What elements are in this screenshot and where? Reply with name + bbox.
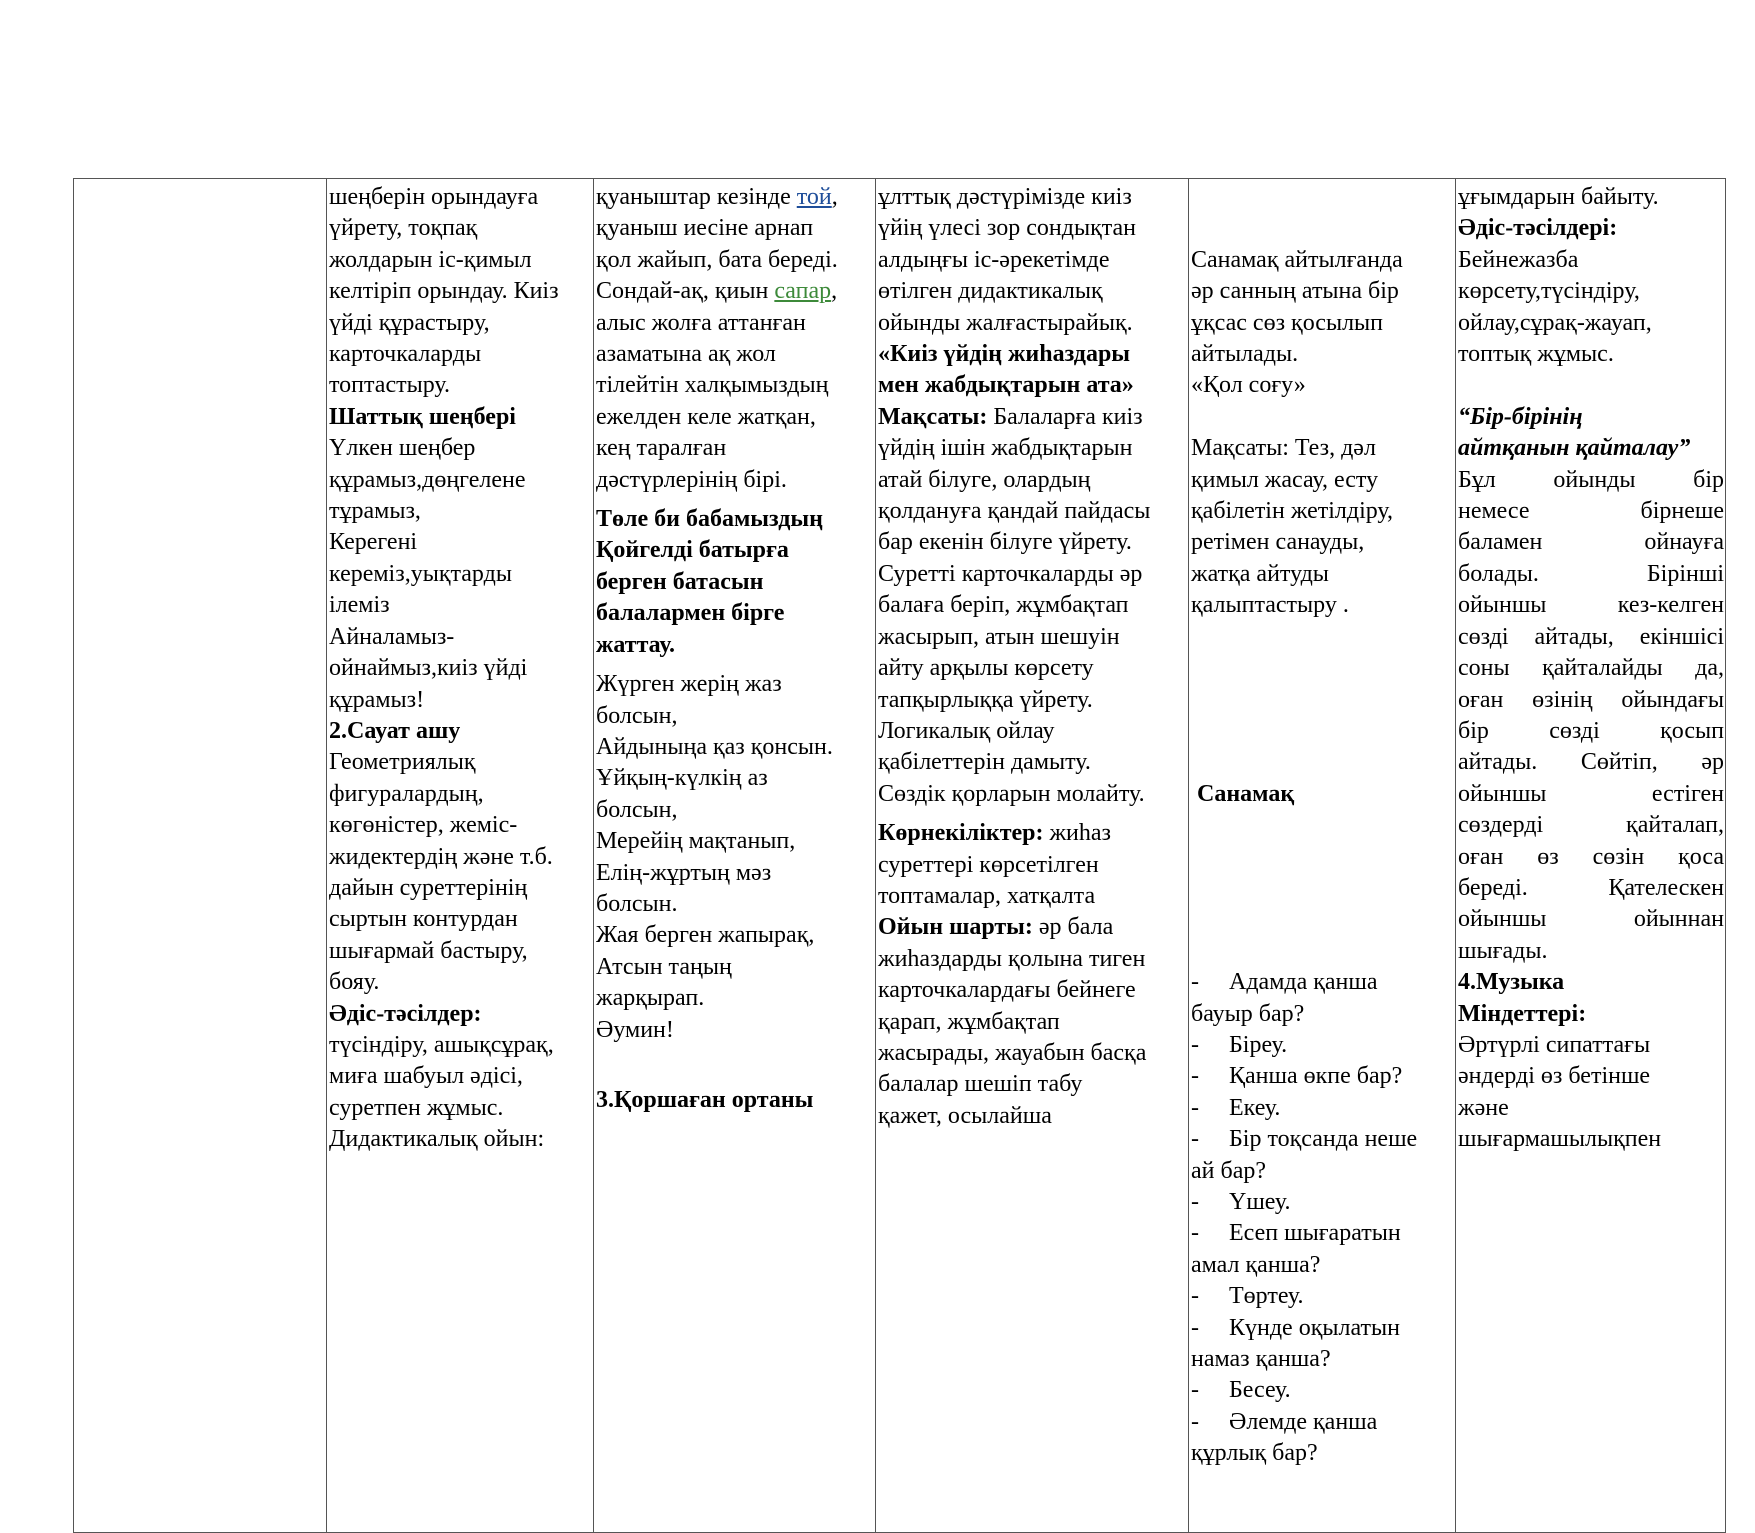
text-line: құрамыз! <box>329 686 425 713</box>
text-line: - Біреу. <box>1191 1031 1288 1058</box>
text-line: ойыншы ойыннан <box>1458 906 1724 933</box>
text-line: жасырады, жауабын басқа <box>878 1039 1147 1066</box>
column-5-intro <box>1191 245 1454 622</box>
text-line: кең таралған <box>596 435 727 462</box>
heading-tole-bi-batasy <box>596 504 874 661</box>
text-line: балаға беріп, жұмбақтап <box>878 592 1129 619</box>
goal-text: Балаларға киіз <box>987 403 1143 430</box>
link-toi[interactable]: той <box>796 184 832 210</box>
text-line: қарап, жұмбақтап <box>878 1008 1060 1035</box>
text-fragment: , <box>831 278 838 305</box>
text-line: балалар шешіп табу <box>878 1071 1083 1098</box>
text-line: - Төртеу. <box>1191 1283 1304 1310</box>
text-line: береді. Қателескен <box>1458 874 1724 901</box>
text-line: Суретті карточкаларды әр <box>878 560 1143 587</box>
text-line: алыс жолға аттанған <box>596 309 806 336</box>
link-sapar[interactable]: сапар <box>774 278 832 305</box>
text-line: ай бар? <box>1191 1157 1267 1184</box>
table-cell-column-3 <box>594 179 876 1533</box>
document-table <box>73 178 1726 1533</box>
text-line: - Үшеу. <box>1191 1189 1291 1215</box>
text-line: қол жайып, бата береді. <box>596 246 838 273</box>
text-line: ежелден келе жатқан, <box>596 403 816 430</box>
text-line: бар екенін білуге үйрету. <box>878 529 1132 556</box>
text-line: сөзді айтады, екіншісі <box>1458 623 1724 650</box>
text-line: Мерейің мақтанып, <box>596 828 796 855</box>
text-line: Қойгелді батырға <box>596 537 789 564</box>
game-title-line-1: «Киіз үйдің жиһаздары <box>878 341 1131 368</box>
column-3-text <box>594 179 875 1117</box>
text-line: әр санның атына бір <box>1191 278 1399 305</box>
text-line: атай білуге, олардың <box>878 466 1091 493</box>
text-line: қажет, осылайша <box>878 1102 1052 1129</box>
text-line: әндерді өз бетінше <box>1458 1063 1651 1090</box>
text-line: болсын, <box>596 702 678 729</box>
column-3-line-4 <box>596 276 874 307</box>
text-line: Бұл ойынды бір <box>1458 466 1724 493</box>
text-line: Елің-жұртың мәз <box>596 859 772 886</box>
visual-lines <box>878 850 1187 913</box>
text-line: баламен ойнауға <box>1458 529 1724 556</box>
text-line: үйің үлесі зор сондықтан <box>878 215 1137 242</box>
text-line: дайын суреттерінің <box>329 874 528 901</box>
text-line: үйдің ішін жабдықтарын <box>878 435 1133 462</box>
column-4-text <box>876 179 1188 1132</box>
text-line: Жүрген жерің жаз <box>596 671 782 698</box>
text-line: алдыңғы іс-әрекетімде <box>878 246 1110 273</box>
text-line: «Қол соғу» <box>1191 372 1306 399</box>
text-line: Геометриялық <box>329 749 476 776</box>
table-cell-column-6 <box>1456 179 1726 1533</box>
text-line <box>1191 402 1454 433</box>
column-2-intro <box>329 182 592 402</box>
text-line: жиһаздарды қолына тиген <box>878 945 1146 972</box>
text-line: Әумин! <box>596 1016 674 1043</box>
text-line: - Қанша өкпе бар? <box>1191 1063 1403 1090</box>
rules-lines <box>878 944 1187 1132</box>
table-cell-column-2 <box>327 179 594 1533</box>
text-line: Әртүрлі сипаттағы <box>1458 1031 1651 1058</box>
text-line: топтамалар, хатқалта <box>878 882 1096 909</box>
text-line: карточкаларды <box>329 341 482 368</box>
text-line: миға шабуыл әдісі, <box>329 1063 523 1090</box>
text-line: құрлық бар? <box>1191 1440 1318 1467</box>
column-5-text <box>1189 179 1455 1532</box>
text-line: фигуралардың, <box>329 780 484 807</box>
text-line: сөздерді қайталап, <box>1458 812 1724 839</box>
heading-korshagan-orta: 3.Қоршаған ортаны <box>596 1087 814 1114</box>
text-line: қабілетін жетілдіру, <box>1191 498 1394 525</box>
text-line: үйді құрастыру, <box>329 309 490 336</box>
column-6-text <box>1456 179 1725 1156</box>
text-line: үйрету, тоқпақ <box>329 215 478 242</box>
text-line: топтық жұмыс. <box>1458 341 1614 368</box>
text-line: келтіріп орындау. Киіз <box>329 278 559 305</box>
text-line: жолдарын іс-қимыл <box>329 246 532 273</box>
heading-sanamak: Санамақ <box>1191 780 1295 807</box>
text-line: шығармай бастыру, <box>329 937 528 964</box>
text-line: дәстүрлерінің бірі. <box>596 466 787 493</box>
column-6-line-1: ұғымдарын байыту. <box>1458 184 1659 210</box>
poem-bata <box>596 669 874 1046</box>
text-line: ұқсас сөз қосылып <box>1191 309 1384 336</box>
text-line: жарқырап. <box>596 985 705 1012</box>
goal-label: Мақсаты: <box>878 403 988 430</box>
text-line: Жая берген жапырақ, <box>596 922 815 949</box>
text-line: Төле би бабамыздың <box>596 506 823 533</box>
text-line: Айдыныңа қаз қонсын. <box>596 733 833 760</box>
table-cell-column-5 <box>1189 179 1456 1533</box>
text-line: қабілеттерін дамыту. <box>878 749 1091 776</box>
text-line: өтілген дидактикалық <box>878 278 1103 305</box>
text-line: Ұйқың-күлкің аз <box>596 765 768 792</box>
text-line: қалыптастыру . <box>1191 592 1349 619</box>
text-line: сыртын контурдан <box>329 906 518 933</box>
text-line: - Бір тоқсанда неше <box>1191 1126 1418 1153</box>
text-line: - Бесеу. <box>1191 1377 1291 1404</box>
text-line: - Әлемде қанша <box>1191 1408 1378 1435</box>
text-line: және <box>1458 1094 1509 1121</box>
text-line: намаз қанша? <box>1191 1346 1331 1373</box>
text-line: тұрамыз, <box>329 498 421 525</box>
text-line: ойыншы естіген <box>1458 780 1724 807</box>
text-line: балалармен бірге <box>596 600 785 627</box>
text-line: Керегені <box>329 529 418 556</box>
text-line: - Адамда қанша <box>1191 969 1378 996</box>
heading-adis-tasilder: Әдіс-тәсілдер: <box>329 1000 482 1027</box>
text-line: Атсын таңың <box>596 953 732 980</box>
text-line: айтады. Сөйтіп, әр <box>1458 749 1724 776</box>
text-line: - Күнде оқылатын <box>1191 1314 1400 1341</box>
game-title-line-2: мен жабдықтарын ата» <box>878 372 1134 399</box>
text-line: қолдануға қандай пайдасы <box>878 498 1151 525</box>
text-line: бауыр бар? <box>1191 1000 1305 1027</box>
text-line: Үлкен шеңбер <box>329 435 476 462</box>
heading-sauat-ashu: 2.Сауат ашу <box>329 717 461 744</box>
column-2-sauat-text <box>329 747 592 998</box>
heading-shattyk-shenberi: Шаттық шеңбері <box>329 403 516 430</box>
column-3-lines-a <box>596 213 874 276</box>
text-fragment: , <box>831 184 838 210</box>
text-line: ойыншы кез-келген <box>1458 592 1724 619</box>
text-line: жидектердің және т.б. <box>329 843 553 870</box>
sanamak-questions <box>1191 967 1454 1470</box>
table-cell-column-4 <box>876 179 1189 1533</box>
text-line: шығармашылықпен <box>1458 1126 1662 1153</box>
text-fragment: Сондай-ақ, қиын <box>596 278 775 305</box>
text-line: - Екеу. <box>1191 1094 1281 1121</box>
table-cell-empty <box>74 179 327 1533</box>
text-line: суреттері көрсетілген <box>878 851 1099 878</box>
text-line: жаттау. <box>596 631 676 658</box>
column-4-intro <box>878 182 1187 339</box>
text-fragment: қуаныштар кезінде <box>596 184 797 210</box>
text-line: көрсету,түсіндіру, <box>1458 278 1640 305</box>
visual-text: жиһаз <box>1043 820 1112 847</box>
text-line: бояу. <box>329 969 380 996</box>
game-title-kaitalau <box>1458 402 1724 465</box>
text-line: берген батасын <box>596 568 764 595</box>
text-line: Логикалық ойлау <box>878 717 1055 744</box>
methods-lines <box>1458 245 1724 371</box>
text-line: шеңберін орындауға <box>329 184 539 210</box>
text-line: тілейтін халқымыздың <box>596 372 829 399</box>
text-line: ойнаймыз,киіз үйді <box>329 655 528 682</box>
text-line: кереміз,уықтарды <box>329 560 512 587</box>
text-line: Дидактикалық ойын: <box>329 1126 545 1153</box>
visual-label: Көрнекіліктер: <box>878 820 1044 847</box>
text-line: ретімен санауды, <box>1191 529 1365 556</box>
rules-label: Ойын шарты: <box>878 914 1033 941</box>
game-last-line: шығады. <box>1458 937 1548 964</box>
text-line: болсын. <box>596 890 678 917</box>
column-2-text <box>327 179 593 1156</box>
visual-line <box>878 818 1187 849</box>
text-line: “Бір-бірінің <box>1458 403 1583 430</box>
tasks-lines <box>1458 1030 1724 1156</box>
text-line: бір сөзді қосып <box>1458 717 1724 744</box>
text-line: ойлау,сұрақ-жауап, <box>1458 309 1652 336</box>
goal-line <box>878 402 1187 433</box>
text-line: суретпен жұмыс. <box>329 1094 504 1121</box>
text-line: соны қайталайды да, <box>1458 655 1724 682</box>
poem-shenber <box>329 433 592 716</box>
text-line: тапқырлыққа үйрету. <box>878 686 1093 713</box>
text-line: - Есеп шығаратын <box>1191 1220 1401 1247</box>
text-line: көгөністер, жеміс- <box>329 812 518 839</box>
text-line: Сөздік қорларын молайту. <box>878 780 1145 807</box>
rules-text: әр бала <box>1032 914 1114 941</box>
text-line: айту арқылы көрсету <box>878 655 1094 682</box>
text-line: ойынды жалғастырайық. <box>878 309 1133 336</box>
rules-line <box>878 912 1187 943</box>
text-line: қуаныш иесіне арнап <box>596 215 814 242</box>
text-line: Санамақ айтылғанда <box>1191 246 1403 273</box>
text-line: айтылады. <box>1191 341 1299 368</box>
text-line: Бейнежазба <box>1458 246 1579 273</box>
text-line: жатқа айтуды <box>1191 560 1329 587</box>
text-line: жасырып, атын шешуін <box>878 623 1120 650</box>
text-line: Айналамыз- <box>329 623 455 650</box>
text-line: құрамыз,дөңгелене <box>329 466 526 493</box>
column-3-lines-b <box>596 308 874 496</box>
text-line: ұлттық дәстүрімізде киіз <box>878 184 1132 210</box>
text-line: топтастыру. <box>329 372 450 399</box>
text-line: оған өз сөзін қоса <box>1458 843 1724 870</box>
column-3-line-1 <box>596 182 874 213</box>
text-line: оған өзінің ойындағы <box>1458 686 1724 713</box>
text-line: немесе бірнеше <box>1458 498 1724 525</box>
column-2-methods-text <box>329 1030 592 1156</box>
text-line: айтқанын қайталау” <box>1458 435 1691 462</box>
heading-muzyka: 4.Музыка <box>1458 969 1565 996</box>
text-line: Мақсаты: Тез, дәл <box>1191 435 1376 462</box>
text-line: қимыл жасау, есту <box>1191 466 1379 493</box>
heading-adis-tasilderi: Әдіс-тәсілдері: <box>1458 215 1618 242</box>
text-line: болсын, <box>596 796 678 823</box>
text-line: түсіндіру, ашықсұрақ, <box>329 1031 554 1058</box>
text-line: болады. Бірінші <box>1458 560 1724 587</box>
text-line: амал қанша? <box>1191 1251 1321 1278</box>
text-line: ілеміз <box>329 592 390 619</box>
game-description <box>1458 465 1724 936</box>
text-line: карточкалардағы бейнеге <box>878 977 1136 1004</box>
text-line: азаматына ақ жол <box>596 341 776 368</box>
goal-lines <box>878 433 1187 810</box>
heading-mindetteri: Міндеттері: <box>1458 1000 1587 1027</box>
